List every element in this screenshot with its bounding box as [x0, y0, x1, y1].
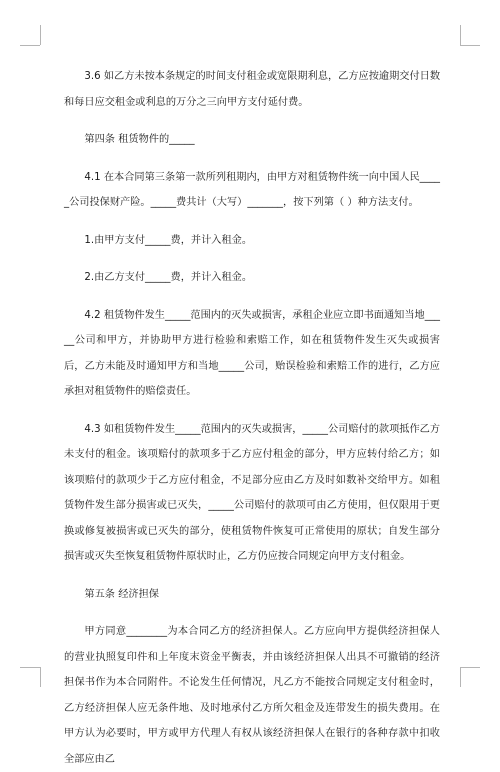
clause-3-6: 3.6 如乙方未按本条规定的时间支付租金或宽限期利息，乙方应按逾期交付日数和每日应交租金或利息的万分之三向甲方支付延付费。 [64, 71, 441, 108]
document-page [64, 64, 440, 772]
clause-4-3: 4.3 如租赁物件发生_____范围内的灭失或损害，_____公司赔付的款项抵作乙方未支付的租金。该项赔付的款项多于乙方应付租金的部分，甲方应转付给乙方；如该项赔付的款项少于乙方应付租金，不足部分应由乙方及时如数补交给甲方。如租赁物件发生部分损害或已灭失，_____公司赔付的款项可由乙方使用，但仅限用于更换或修复被损害或已灭失的部分，使租赁物件恢复可正常使用的原状；自发生部分损害或灭失至恢复租赁物件原状时止，乙方仍应按合同规定向甲方支付租金。 [64, 423, 441, 562]
crop-mark-bottom-left [20, 667, 40, 668]
option-2: 2.由乙方支付_____费，并计入租金。 [84, 272, 253, 283]
article-5-heading: 第五条 经济担保 [84, 588, 159, 600]
crop-mark-bottom-right [460, 667, 480, 668]
clause-4-2: 4.2 租赁物件发生_____范围内的灭失或损害，承租企业应立即书面通知当地_____公司和甲方，并协助甲方进行检验和索赔工作，如在租赁物件发生灭失或损害后，乙方未能及时通知甲方和当地_____公司，贻误检验和索赔工作的进行，乙方应承担对租赁物件的赔偿责任。 [64, 309, 441, 397]
crop-mark-top-right [460, 25, 461, 45]
article-5-body: 甲方同意________为本合同乙方的经济担保人。乙方应向甲方提供经济担保人的营业执照复印件和上年度末资金平衡表，并由该经济担保人出具不可撤销的经济担保书作为本合同附件。不论发生任何情况，凡乙方不能按合同规定支付租金时，乙方经济担保人应无条件地、及时地承付乙方所欠租金及连带发生的损失费用。在甲方认为必要时，甲方或甲方代理人有权从该经济担保人在银行的各种存款中扣收全部应由乙 [64, 626, 440, 765]
crop-mark-bottom-left [40, 667, 41, 687]
option-1: 1.由甲方支付_____费，并计入租金。 [84, 234, 253, 246]
article-4-heading: 第四条 租赁物件的_____ [84, 134, 195, 145]
crop-mark-top-left [20, 45, 40, 46]
crop-mark-top-left [40, 25, 41, 45]
clause-4-1: 4.1 在本合同第三条第一款所列租期内，由甲方对租赁物件统一向中国人民_____公司投保财产险。_____费共计（大写）_______，按下列第（ ）种方法支付。 [64, 171, 441, 208]
crop-mark-bottom-right [460, 667, 461, 687]
crop-mark-top-right [460, 45, 480, 46]
